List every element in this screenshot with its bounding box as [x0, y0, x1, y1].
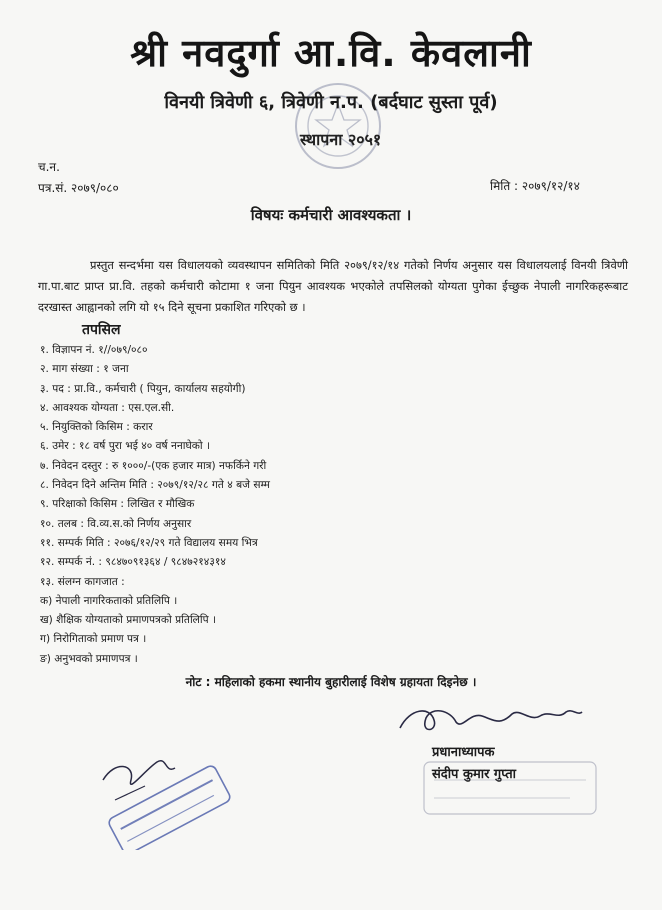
list-item: ३. पद : प्रा.वि., कर्मचारी ( पियुन, कार्यालय सहयोगी): [40, 382, 246, 395]
details-heading: तपसिल: [82, 322, 121, 338]
list-item: १२. सम्पर्क नं. : ९८४७०९१३६४ / ९८४७२१४३१४: [40, 556, 226, 569]
office-stamp-icon: [420, 758, 600, 818]
letter-number: पत्र.सं. २०७९/०८०: [38, 181, 119, 195]
note-line: नोट : महिलाको हकमा स्थानीय बुहारीलाई विशेष ग्रहायता दिइनेछ ।: [185, 675, 477, 689]
list-item: ५. नियुक्तिको किसिम : करार: [40, 421, 153, 434]
letter-date: मिति : २०७९/१२/१४: [490, 179, 580, 193]
body-paragraph: प्रस्तुत सन्दर्भमा यस विधालयको व्यवस्थापन समितिको मिति २०७९/१२/१४ गतेको निर्णय अनुसार यस विधालयलाई विनयी त्रिवेणी गा.पा.बाट प्राप्त प्रा.वि. तहको कर्मचारी कोटामा १ जना पियुन आवश्यक भएकोले तपसिलको योग्यता पुगेका ईच्छुक नेपाली नागरिकहरूबाट दरखास्त आह्वानको लगि यो १५ दिने सूचना प्रकाशित गरिएको छ ।: [38, 258, 628, 314]
signatory-designation: प्रधानाध्यापक: [432, 745, 495, 760]
established-year: स्थापना २०५१: [300, 130, 382, 149]
list-item: ग) निरोगिताको प्रमाण पत्र ।: [40, 633, 147, 646]
list-item: १०. तलब : वि.व्य.स.को निर्णय अनुसार: [40, 517, 192, 530]
subject-line: विषयः कर्मचारी आवश्यकता ।: [250, 206, 412, 224]
list-item: २. माग संख्या : १ जना: [40, 363, 129, 376]
list-item: ६. उमेर : १८ वर्ष पुरा भई ४० वर्ष ननाघेको ।: [40, 440, 211, 453]
headmaster-signature: [390, 700, 590, 740]
list-item: १३. संलग्न कागजात :: [40, 575, 125, 588]
list-item: ९. परिक्षाको किसिम : लिखित र मौखिक: [40, 498, 195, 511]
list-item: क) नेपाली नागरिकताको प्रतिलिपि ।: [40, 594, 178, 607]
school-name: श्री नवदुर्गा आ.वि. केवलानी: [130, 31, 532, 75]
list-item: १. विज्ञापन नं. १//०७९/०८०: [40, 344, 148, 356]
list-item: ४. आवश्यक योग्यता : एस.एल.सी.: [40, 401, 175, 414]
list-item: ख) शैक्षिक योग्यताको प्रमाणपत्रको प्रतिलिपि ।: [40, 614, 217, 627]
dispatch-number: च.न.: [38, 160, 60, 174]
list-item: ङ) अनुभवको प्रमाणपत्र ।: [40, 652, 138, 665]
committee-stamp-icon: [95, 740, 235, 850]
signatory-name: संदीप कुमार गुप्ता: [432, 767, 517, 782]
list-item: ७. निवेदन दस्तुर : रु १०००/-(एक हजार मात्र) नफर्किने गरी: [40, 459, 267, 472]
details-list: [40, 343, 270, 671]
list-item: ८. निवेदन दिने अन्तिम मिति : २०७९/१२/२८ गते ४ बजे सम्म: [40, 479, 271, 492]
school-address: विनयी त्रिवेणी ६, त्रिवेणी न.प. (बर्दघाट सुस्ता पूर्व): [164, 92, 498, 113]
list-item: ११. सम्पर्क मिति : २०७६/१२/२९ गते विद्यालय समय भित्र: [40, 536, 258, 549]
